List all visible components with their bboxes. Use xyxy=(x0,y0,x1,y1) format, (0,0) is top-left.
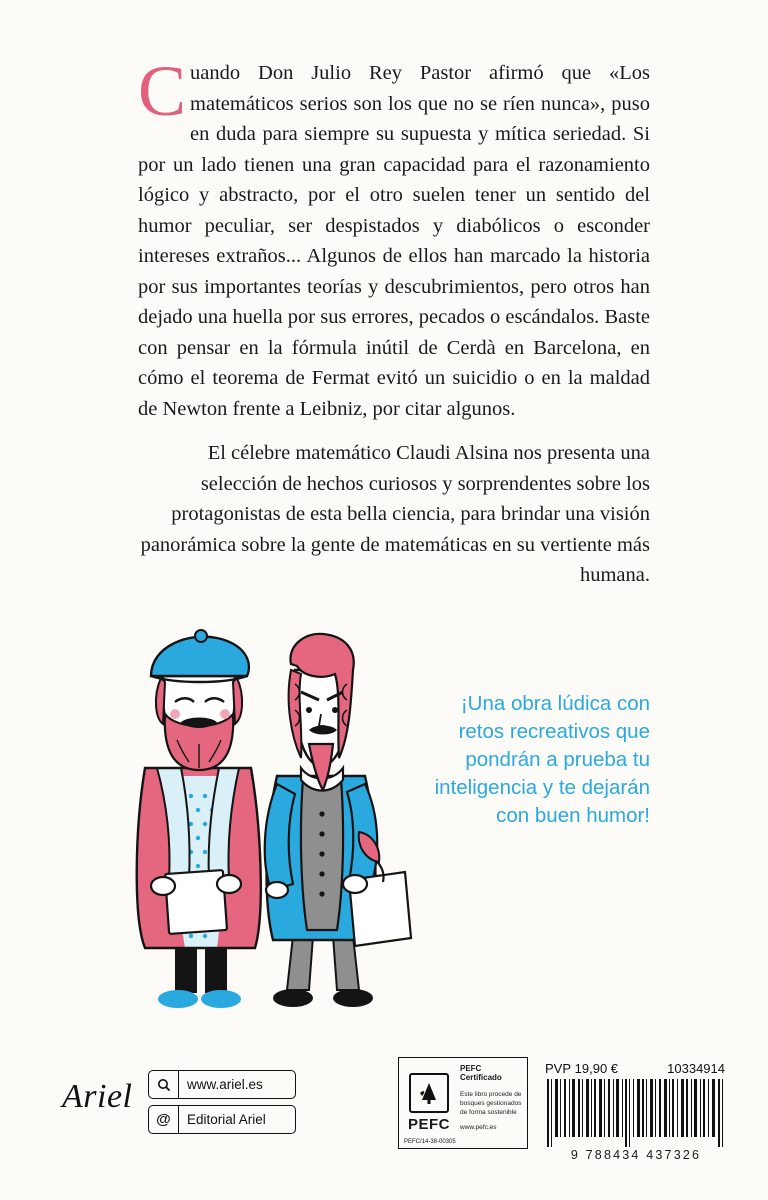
pefc-url: www.pefc.es xyxy=(460,1124,497,1131)
pefc-text-block xyxy=(455,1062,523,1144)
blurb-text xyxy=(138,51,650,605)
at-icon: @ xyxy=(149,1106,179,1133)
price-label-value xyxy=(545,1061,618,1076)
item-code: 10334914 xyxy=(667,1061,725,1076)
footer xyxy=(0,1045,768,1200)
price-label: PVP xyxy=(545,1061,572,1076)
blurb-paragraph-1-text: uando Don Julio Rey Pastor afirmó que «Los matemáticos serios son los que no se ríen nunca», puso en duda para siempre su supuesta y mítica seriedad. Si por un lado tienen una gran capacidad para el razonamiento lógico y abstracto, por el otro suelen tener un sentido del humor peculiar, ser despistados y diabólicos o esconder intereses extraños... Algunos de ellos han marcado la historia por sus importantes teorías y descubrimientos, pero otros han dejado una huella por sus errores, pecados o escándalos. Baste con pensar en la fórmula inútil de Cerdà en Barcelona, en cómo el teorema de Fermat evitó un suicidio o en la maldad de Newton frente a Leibniz, por citar algunos. xyxy=(138,62,650,420)
drop-cap: C xyxy=(138,51,187,131)
magnifier-icon xyxy=(149,1071,179,1098)
contact-box xyxy=(148,1070,296,1140)
pefc-tree-icon xyxy=(409,1073,449,1113)
highlight-quote: ¡Una obra lúdica con retos recreativos que pondrán a prueba tu inteligencia y te dejarán con buen humor! xyxy=(434,692,650,827)
pefc-description: Este libro procede de bosques gestionados de forma sostenible xyxy=(460,1091,522,1116)
pefc-wordmark: PEFC xyxy=(407,1116,450,1133)
blurb-paragraph-2: El célebre matemático Claudi Alsina nos presenta una selección de hechos curiosos y sorprendentes sobre los protagonistas de esta bella ciencia, para brindar una visión panorámica sobre la gente de matemáticas en su vertiente más humana. xyxy=(140,442,650,586)
barcode xyxy=(545,1079,727,1147)
barcode-number: 9 788434 437326 xyxy=(570,1148,702,1162)
pefc-logo xyxy=(403,1062,455,1144)
blurb-paragraph-1 xyxy=(138,51,650,424)
publisher-logo: Ariel xyxy=(62,1078,133,1115)
website-text: www.ariel.es xyxy=(187,1077,263,1092)
social-row[interactable] xyxy=(148,1105,296,1134)
website-row[interactable] xyxy=(148,1070,296,1099)
pefc-title: PEFC Certificado xyxy=(460,1064,502,1082)
pefc-code: PEFC/14-38-00305 xyxy=(404,1139,456,1145)
price-value: 19,90 € xyxy=(574,1061,619,1076)
social-text: Editorial Ariel xyxy=(187,1112,266,1127)
pefc-certificate xyxy=(398,1057,528,1149)
price-row xyxy=(545,1061,725,1076)
two-mathematicians-illustration xyxy=(105,618,435,1038)
